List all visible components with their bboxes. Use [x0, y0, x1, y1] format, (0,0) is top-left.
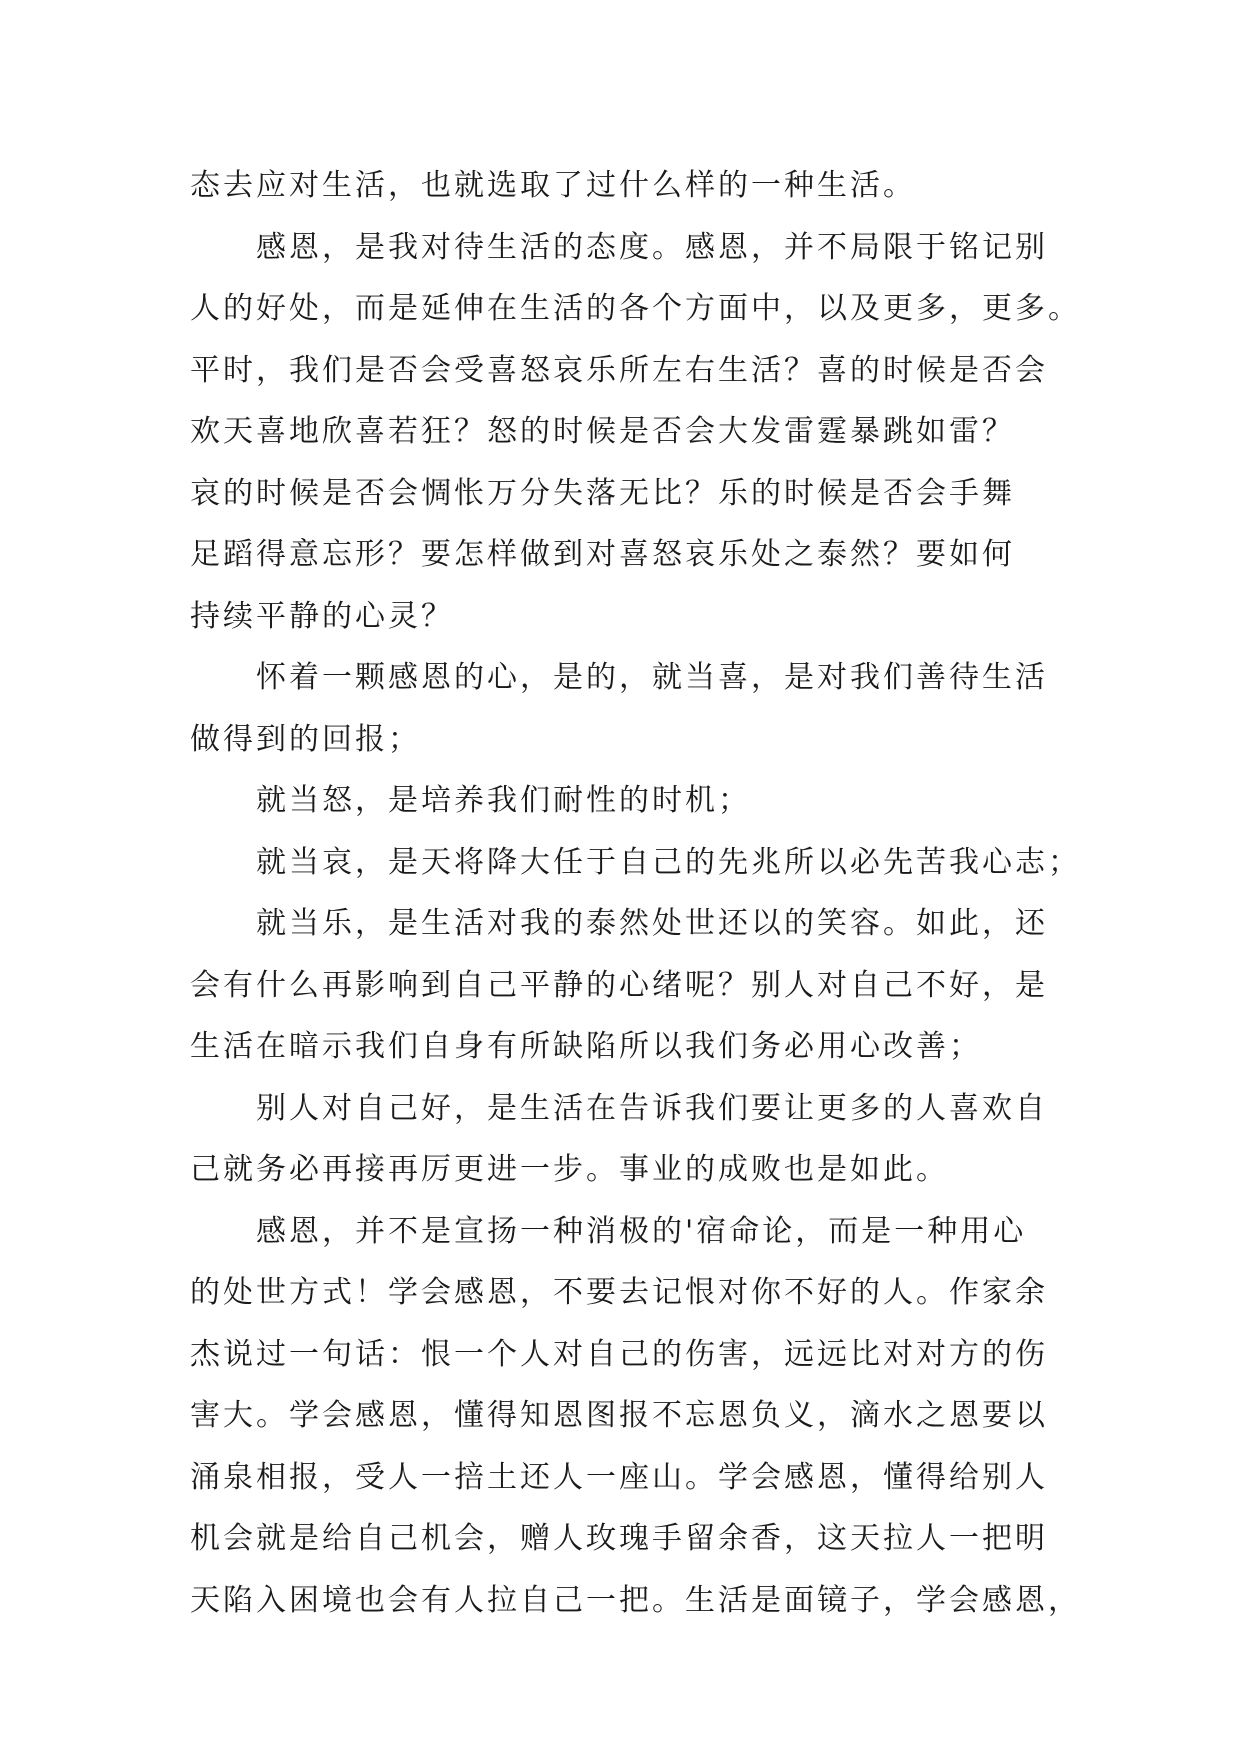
text-line: 欢天喜地欣喜若狂？怒的时候是否会大发雷霆暴跳如雷？: [190, 414, 1015, 449]
text-line: 怀着一颗感恩的心，是的，就当喜，是对我们善待生活: [256, 660, 1048, 695]
text-line: 杰说过一句话：恨一个人对自己的伤害，远远比对对方的伤: [190, 1336, 1048, 1372]
document-body: [190, 155, 1081, 1631]
text-line: 哀的时候是否会惆怅万分失落无比？乐的时候是否会手舞: [190, 475, 1015, 511]
text-line: 人的好处，而是延伸在生活的各个方面中，以及更多，更多。: [190, 291, 1081, 326]
text-line: 足蹈得意忘形？要怎样做到对喜怒哀乐处之泰然？要如何: [190, 537, 1015, 572]
text-line: 态去应对生活，也就选取了过什么样的一种生活。: [190, 168, 916, 203]
text-line: 生活在暗示我们自身有所缺陷所以我们务必用心改善；: [190, 1029, 982, 1064]
text-line: 别人对自己好，是生活在告诉我们要让更多的人喜欢自: [256, 1090, 1048, 1126]
text-line: 持续平静的心灵？: [190, 598, 454, 634]
text-line: 机会就是给自己机会，赠人玫瑰手留余香，这天拉人一把明: [190, 1521, 1048, 1556]
text-line: 己就务必再接再厉更进一步。事业的成败也是如此。: [190, 1152, 949, 1187]
text-line: 就当哀，是天将降大任于自己的先兆所以必先苦我心志；: [256, 844, 1081, 880]
text-line: 就当乐，是生活对我的泰然处世还以的笑容。如此，还: [256, 906, 1048, 941]
text-line: 就当怒，是培养我们耐性的时机；: [256, 783, 751, 818]
text-line: 感恩，是我对待生活的态度。感恩，并不局限于铭记别: [256, 229, 1048, 265]
text-line: 害大。学会感恩，懂得知恩图报不忘恩负义，滴水之恩要以: [190, 1398, 1048, 1433]
text-line: 涌泉相报，受人一掊土还人一座山。学会感恩，懂得给别人: [190, 1459, 1048, 1495]
text-line: 感恩，并不是宣扬一种消极的'宿命论，而是一种用心: [256, 1213, 1027, 1249]
text-line: 的处世方式！学会感恩，不要去记恨对你不好的人。作家余: [190, 1275, 1048, 1310]
text-line: 天陷入困境也会有人拉自己一把。生活是面镜子，学会感恩，: [190, 1582, 1081, 1618]
text-line: 会有什么再影响到自己平静的心绪呢？别人对自己不好，是: [190, 967, 1048, 1003]
text-line: 做得到的回报；: [190, 721, 421, 757]
text-line: 平时，我们是否会受喜怒哀乐所左右生活？喜的时候是否会: [190, 352, 1048, 388]
